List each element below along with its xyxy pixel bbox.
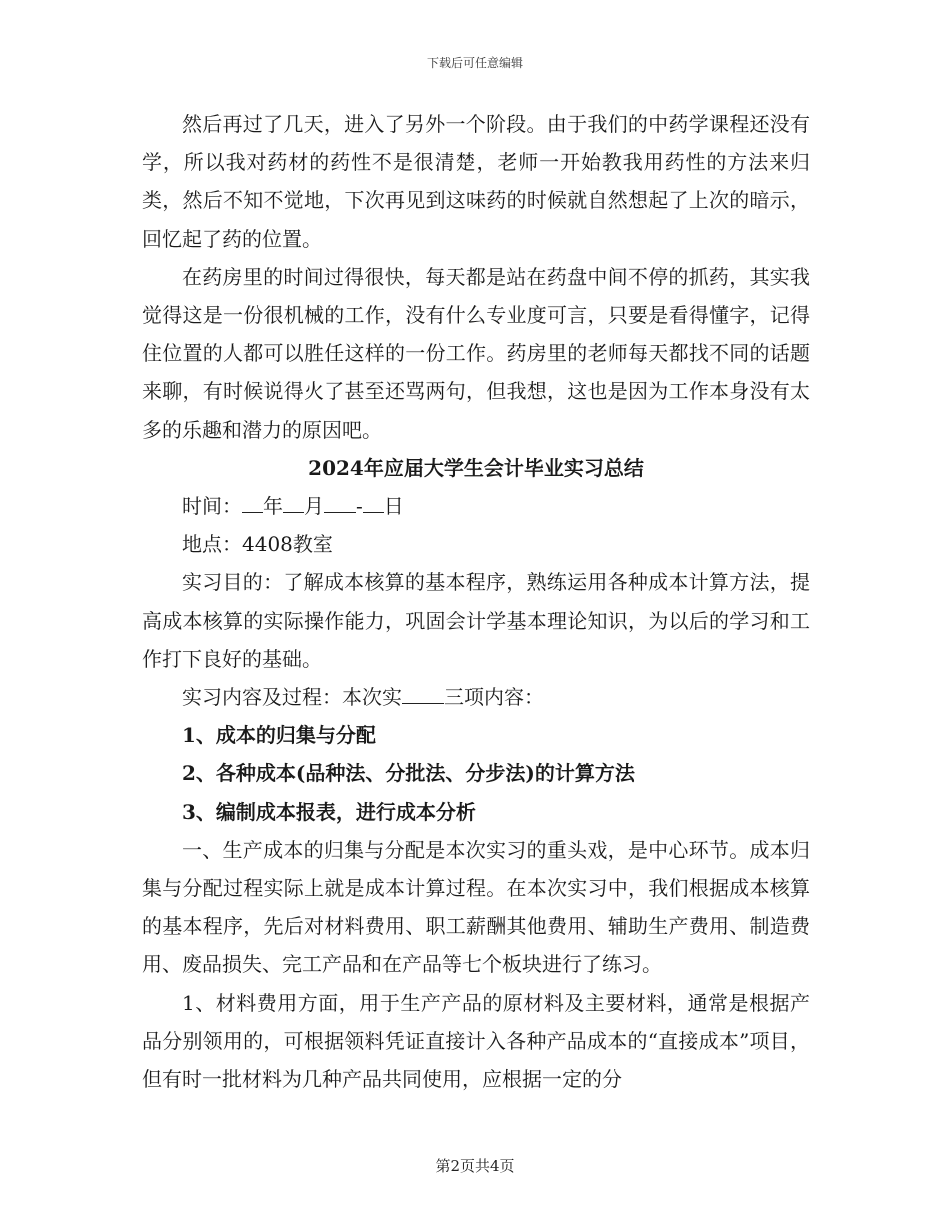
paragraph-pharmacy-stage: 然后再过了几天，进入了另外一个阶段。由于我们的中药学课程还没有学，所以我对药材的药性不是很清楚，老师一开始教我用药性的方法来归类，然后不知不觉地，下次再见到这味药的时候就自然想起了上次的暗示，回忆起了药的位置。 — [142, 112, 810, 251]
document-body — [142, 105, 810, 1098]
list-item-1: 1、成本的归集与分配 — [182, 723, 376, 748]
date-start-blank — [324, 490, 356, 513]
paragraph-section-1-1: 1、材料费用方面，用于生产产品的原材料及主要材料，通常是根据产品分别领用的，可根据领料凭证直接计入各种产品成本的“直接成本”项目，但有时一批材料为几种产品共同使用，应根据一定的分 — [142, 990, 810, 1092]
paragraph-section-1: 一、生产成本的归集与分配是本次实习的重头戏，是中心环节。成本归集与分配过程实际上就是成本计算过程。在本次实习中，我们根据成本核算的基本程序，先后对材料费用、职工薪酬其他费用、辅助生产费用、制造费用、废品损失、完工产品和在产品等七个板块进行了练习。 — [142, 837, 810, 977]
month-label: 月 — [304, 494, 324, 519]
page-footer: 第2页共4页 — [435, 1157, 515, 1175]
year-blank — [242, 490, 263, 513]
paragraph-purpose: 实习目的：了解成本核算的基本程序，熟练运用各种成本计算方法，提高成本核算的实际操作能力，巩固会计学基本理论知识，为以后的学习和工作打下良好的基础。 — [142, 570, 810, 671]
content-intro-start: 实习内容及过程：本次实 — [182, 685, 402, 710]
content-intro-line — [142, 678, 810, 716]
day-label: 日 — [383, 494, 404, 519]
time-label: 时间： — [182, 494, 242, 519]
time-line — [142, 487, 810, 525]
list-item-2: 2、各种成本(品种法、分批法、分步法)的计算方法 — [182, 761, 635, 786]
month-blank — [283, 490, 304, 513]
content-blank — [402, 681, 444, 704]
date-end-blank — [363, 490, 384, 513]
content-intro-end: 三项内容： — [444, 685, 544, 710]
paragraph-pharmacy-time: 在药房里的时间过得很快，每天都是站在药盘中间不停的抓药，其实我觉得这是一份很机械的工作，没有什么专业度可言，只要是看得懂字，记得住位置的人都可以胜任这样的一份工作。药房里的老师每天都找不同的话题来聊，有时候说得火了甚至还骂两句，但我想，这也是因为工作本身没有太多的乐趣和潜力的原因吧。 — [142, 264, 810, 442]
time-dash: - — [356, 494, 363, 519]
year-label: 年 — [263, 494, 283, 519]
document-title: 2024年应届大学生会计毕业实习总结 — [308, 455, 644, 480]
page-header: 下载后可任意编辑 — [426, 56, 523, 70]
list-item-3: 3、编制成本报表，进行成本分析 — [182, 799, 476, 824]
location-line: 地点：4408教室 — [182, 532, 333, 557]
